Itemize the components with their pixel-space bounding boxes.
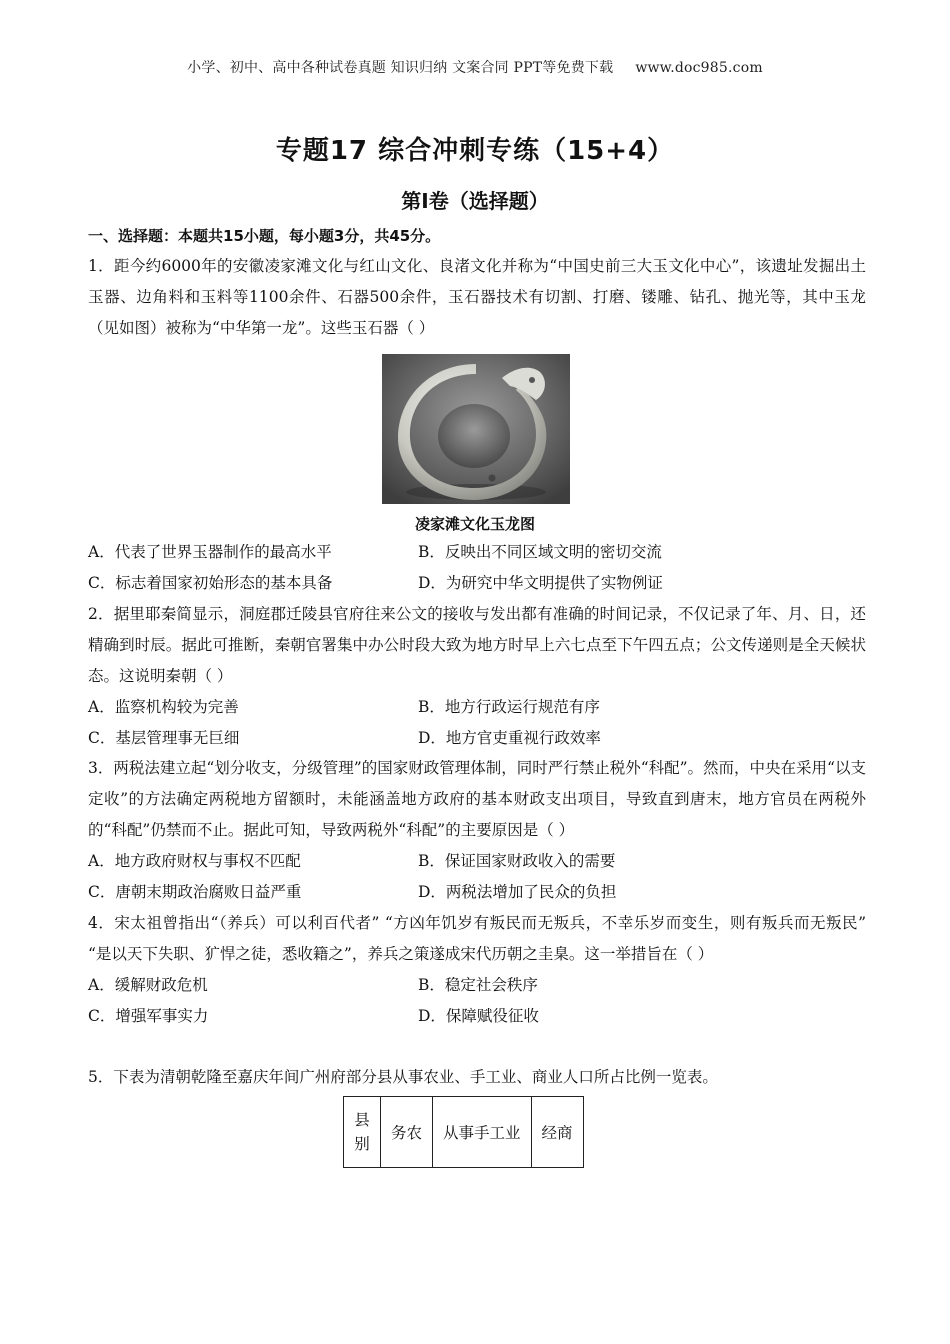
question-2 [88,599,866,754]
table-header-cell: 从事手工业 [433,1097,532,1168]
jade-dragon-image [382,354,570,504]
question-2-stem: 2．据里耶秦简显示，洞庭郡迁陵县官府往来公文的接收与发出都有准确的时间记录，不仅记录了年、月、日，还精确到时辰。据此可推断，秦朝官署集中办公时段大致为地方时早上六七点至下午四五点；公文传递则是全天候状态。这说明秦朝（ ） [88,605,866,685]
section-heading: 一、选择题：本题共15小题，每小题3分，共45分。 [88,227,441,245]
option-d[interactable]: D．保障赋役征收 [418,1007,539,1025]
option-c[interactable]: C．增强军事实力 [88,1007,209,1025]
table-header-row [344,1097,584,1168]
option-a[interactable]: A．监察机构较为完善 [88,698,239,716]
option-d[interactable]: D．两税法增加了民众的负担 [418,883,617,901]
option-c[interactable]: C．标志着国家初始形态的基本具备 [88,574,333,592]
option-c[interactable]: C．唐朝末期政治腐败日益严重 [88,883,302,901]
option-d[interactable]: D．为研究中华文明提供了实物例证 [418,574,663,592]
question-3-stem: 3．两税法建立起“划分收支，分级管理”的国家财政管理体制，同时严行禁止税外“科配”。然而，中央在采用“以支定收”的方法确定两税地方留额时，未能涵盖地方政府的基本财政支出项目，导致直到唐末，地方官员在两税外的“科配”仍禁而不止。据此可知，导致两税外“科配”的主要原因是（ ） [88,759,866,839]
question-1-options [88,537,866,599]
table-header-cell: 务农 [381,1097,433,1168]
header-text: 小学、初中、高中各种试卷真题 知识归纳 文案合同 PPT等免费下载 [187,60,614,76]
option-d[interactable]: D．地方官吏重视行政效率 [418,729,601,747]
option-b[interactable]: B．反映出不同区域文明的密切交流 [418,543,662,561]
question-1 [88,251,866,344]
option-c[interactable]: C．基层管理事无巨细 [88,729,240,747]
table-header-cell: 经商 [531,1097,583,1168]
question-3 [88,753,866,908]
question-1-stem: 1．距今约6000年的安徽凌家滩文化与红山文化、良渚文化并称为“中国史前三大玉文化中心”，该遗址发掘出土玉器、边角料和玉料等1100余件、石器500余件，玉石器技术有切割、打磨、镂雕、钻孔、抛光等，其中玉龙（见如图）被称为“中华第一龙”。这些玉石器（ ） [88,257,866,337]
option-b[interactable]: B．地方行政运行规范有序 [418,698,600,716]
figure-caption: 凌家滩文化玉龙图 [414,515,535,533]
option-a[interactable]: A．缓解财政危机 [88,976,208,994]
volume-subtitle: 第I卷（选择题） [401,189,549,213]
header-url[interactable]: www.doc985.com [635,60,763,76]
population-table [343,1096,584,1168]
question-4-stem: 4．宋太祖曾指出“（养兵）可以利百代者” “方凶年饥岁有叛民而无叛兵，不幸乐岁而变生，则有叛兵而无叛民” “是以天下失职、犷悍之徒，悉收籍之”，养兵之策遂成宋代历朝之圭臬。这一举措旨在（ ） [88,914,866,963]
option-b[interactable]: B．保证国家财政收入的需要 [418,852,616,870]
option-a[interactable]: A．地方政府财权与事权不匹配 [88,852,301,870]
option-a[interactable]: A．代表了世界玉器制作的最高水平 [88,543,332,561]
question-5-stem: 5．下表为清朝乾隆至嘉庆年间广州府部分县从事农业、手工业、商业人口所占比例一览表。 [88,1068,718,1086]
question-4 [88,908,866,1032]
site-header [0,57,950,77]
page-title: 专题17 综合冲刺专练（15+4） [275,136,675,166]
table-header-cell: 县别 [344,1097,381,1168]
option-b[interactable]: B．稳定社会秩序 [418,976,538,994]
question-5 [88,1062,866,1093]
